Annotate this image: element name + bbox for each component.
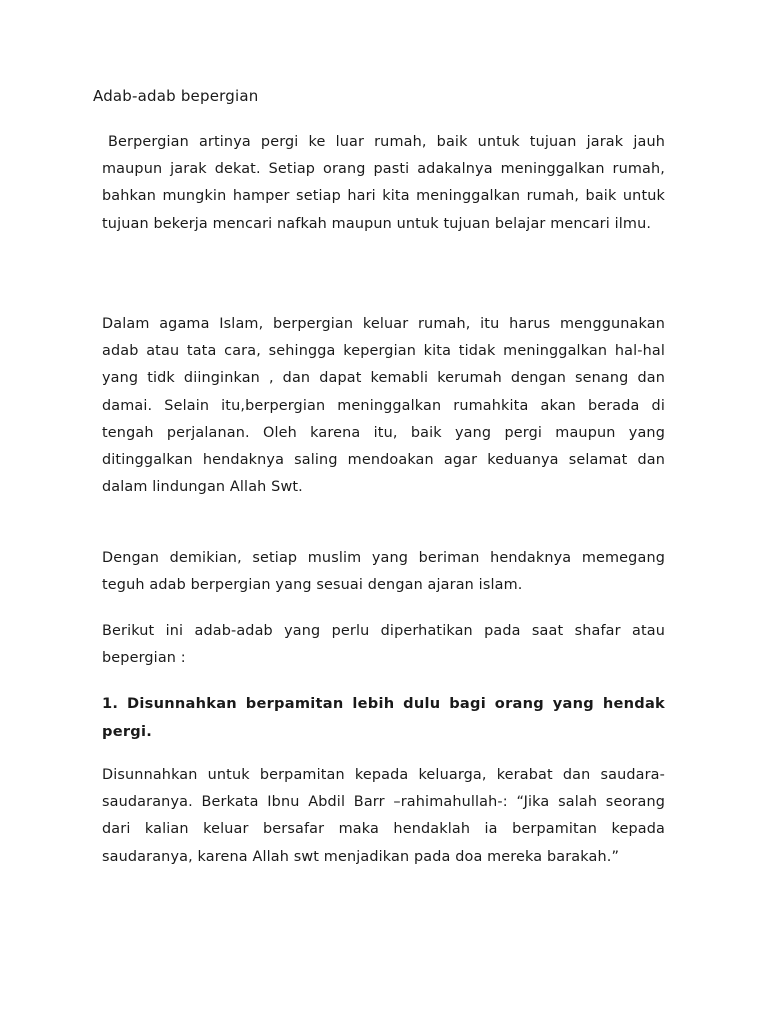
paragraph-islam-adab: Dalam agama Islam, berpergian keluar rumah, itu harus menggunakan adab atau tata cara, sehingga kepergian kita tidak meninggalkan hal-hal yang tidk diinginkan , dan dapat kemabli kerumah dengan senang dan damai. Selain itu,berpergian meninggalkan rumahkita akan berada di tengah perjalanan. Oleh karena itu, baik yang pergi maupun yang ditinggalkan hendaknya saling mendoakan agar keduanya selamat dan dalam lindungan Allah Swt. (102, 316, 665, 496)
paragraph-conclusion: Dengan demikian, setiap muslim yang beriman hendaknya memegang teguh adab berpergian yang sesuai dengan ajaran islam. (102, 550, 665, 594)
paragraph-list-intro: Berikut ini adab-adab yang perlu diperhatikan pada saat shafar atau bepergian : (102, 623, 665, 667)
paragraph-intro: Berpergian artinya pergi ke luar rumah, baik untuk tujuan jarak jauh maupun jarak dekat. Setiap orang pasti adakalnya meninggalkan rumah, bahkan mungkin hamper setiap hari kita meninggalkan rumah, baik untuk tujuan bekerja mencari nafkah maupun untuk tujuan belajar mencari ilmu. (102, 134, 665, 232)
document-title: Adab-adab bepergian (93, 87, 259, 105)
section-1-heading: 1. Disunnahkan berpamitan lebih dulu bagi orang yang hendak pergi. (102, 695, 665, 740)
section-1-body: Disunnahkan untuk berpamitan kepada keluarga, kerabat dan saudara-saudaranya. Berkata Ibnu Abdil Barr –rahimahullah-: “Jika salah seorang dari kalian keluar bersafar maka hendaklah ia berpamitan kepada saudaranya, karena Allah swt menjadikan pada doa mereka barakah.” (102, 767, 665, 865)
